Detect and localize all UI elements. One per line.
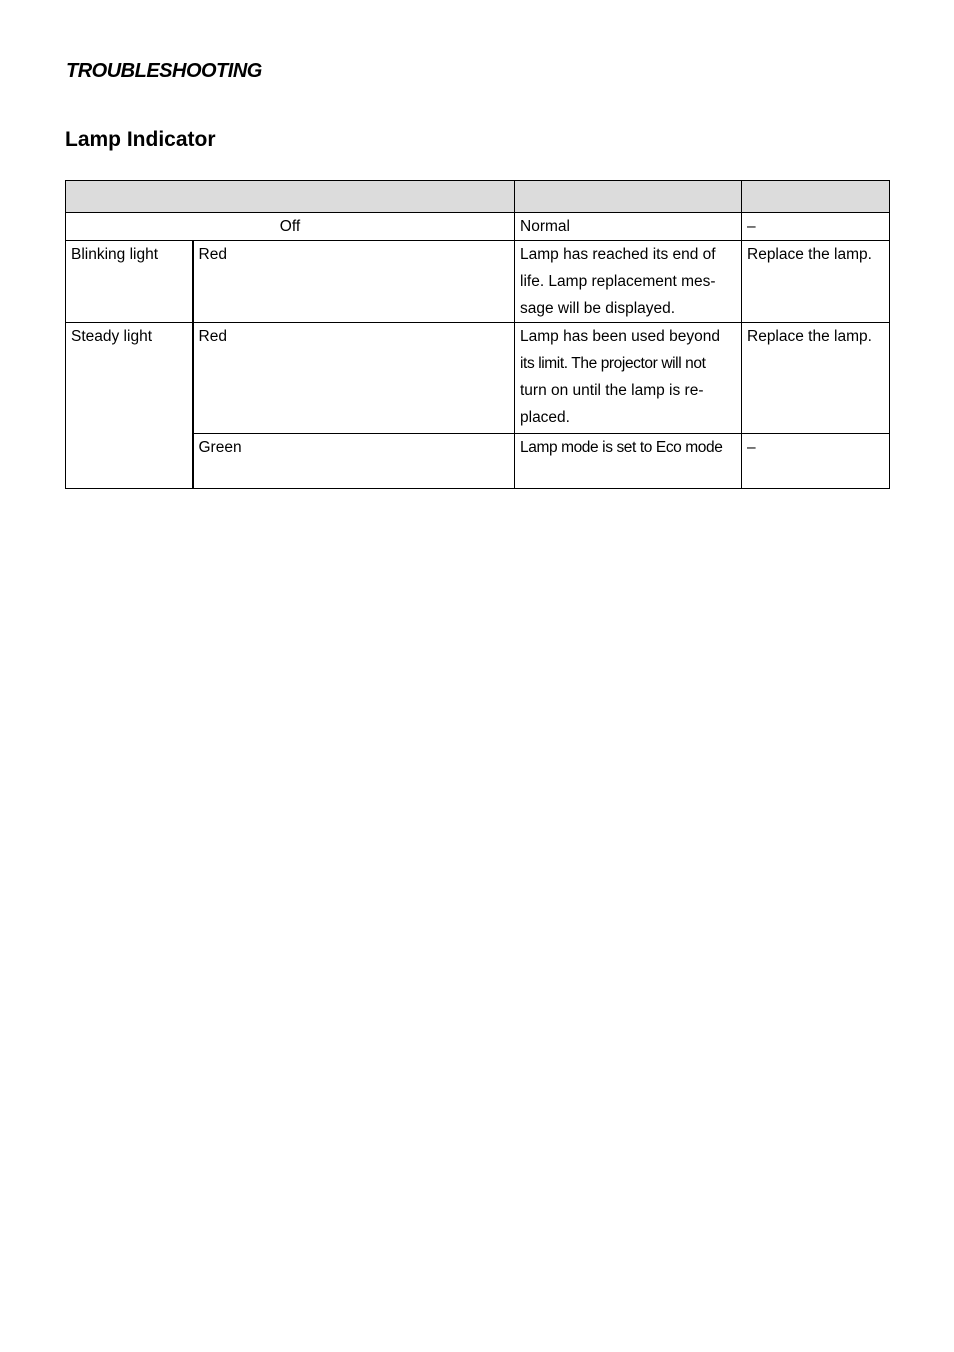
color-green-steady: Green: [193, 434, 515, 489]
condition-line: Lamp has been used beyond: [520, 328, 720, 345]
condition-line: turn on until the lamp is re-: [520, 382, 704, 399]
condition-beyond-limit: [515, 323, 742, 434]
action-none: –: [742, 434, 890, 489]
condition-line: its limit. The projector will not: [520, 355, 706, 372]
action-replace-lamp: Replace the lamp.: [742, 323, 890, 434]
page-title: Lamp Indicator: [65, 128, 216, 151]
condition-line: placed.: [520, 409, 570, 426]
table-row-blinking: [66, 241, 890, 323]
condition-line: sage will be displayed.: [520, 300, 676, 317]
condition-line: life. Lamp replacement mes-: [520, 273, 716, 290]
condition-eco-mode: Lamp mode is set to Eco mode: [515, 434, 742, 489]
header-cell-indicator: [66, 181, 515, 213]
header-cell-condition: [515, 181, 742, 213]
action-none: –: [742, 213, 890, 241]
table-header-row: [66, 181, 890, 213]
header-cell-action: [742, 181, 890, 213]
section-title: TROUBLESHOOTING: [66, 60, 262, 82]
lamp-indicator-table: [65, 180, 890, 489]
condition-normal: Normal: [515, 213, 742, 241]
state-blinking: Blinking light: [66, 241, 193, 323]
table-row-off: [66, 213, 890, 241]
indicator-off: Off: [66, 213, 515, 241]
color-red-blinking: Red: [193, 241, 515, 323]
condition-end-of-life: [515, 241, 742, 323]
action-replace-lamp: Replace the lamp.: [742, 241, 890, 323]
condition-line: Lamp has reached its end of: [520, 246, 716, 263]
table-row-steady-red: [66, 323, 890, 434]
color-red-steady: Red: [193, 323, 515, 434]
state-steady: Steady light: [66, 323, 193, 489]
